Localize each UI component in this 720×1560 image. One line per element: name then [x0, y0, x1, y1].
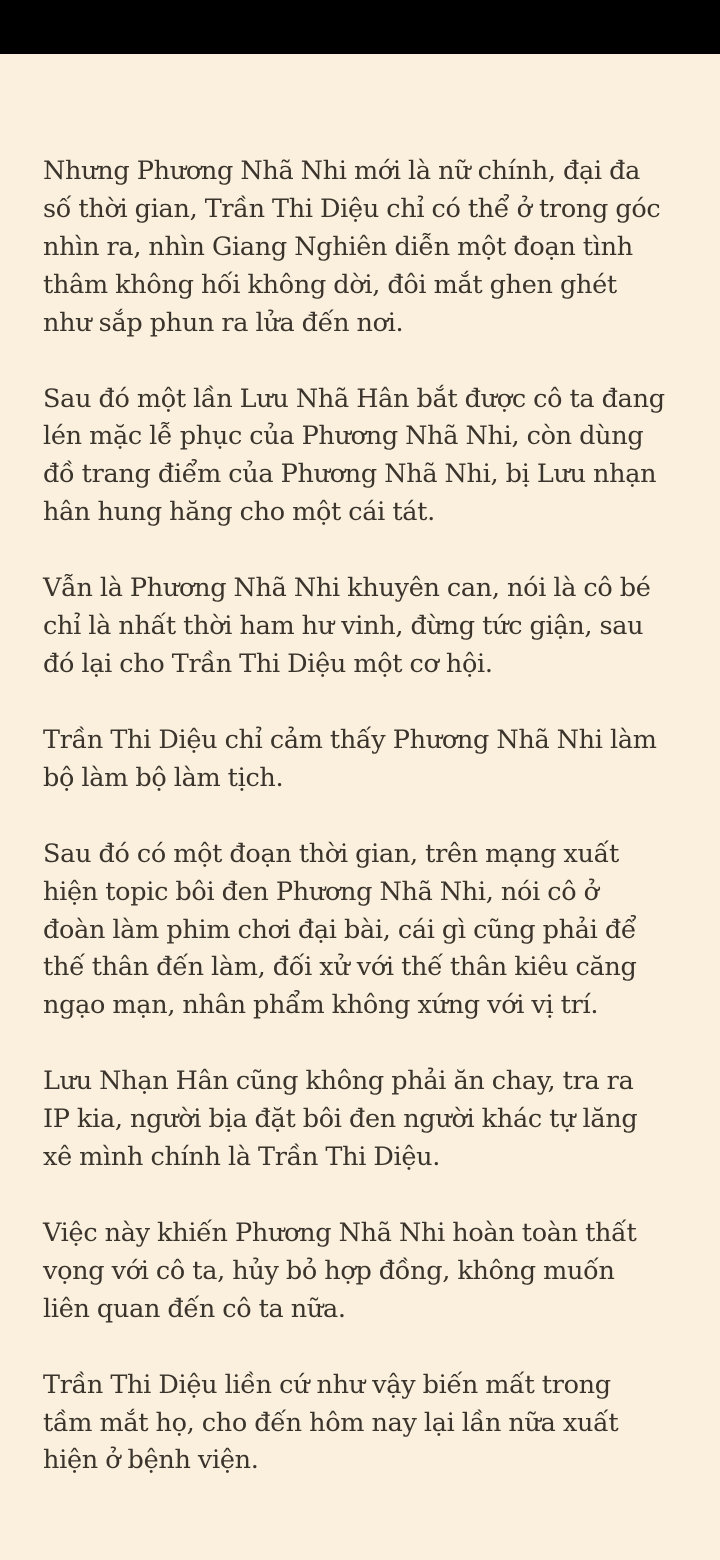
paragraph: [43, 1063, 673, 1177]
text-line: Trần Thi Diệu liền cứ như vậy biến mất trong: [43, 1369, 611, 1400]
text-line: thế thân đến làm, đối xử với thế thân kiêu căng: [43, 952, 637, 983]
text-line: thâm không hối không dời, đôi mắt ghen ghét: [43, 269, 617, 300]
text-line: Lưu Nhạn Hân cũng không phải ăn chay, tra ra: [43, 1066, 634, 1097]
text-line: đó lại cho Trần Thi Diệu một cơ hội.: [43, 648, 493, 679]
paragraph: [43, 836, 673, 1026]
text-line: hân hung hăng cho một cái tát.: [43, 497, 435, 528]
text-line: Việc này khiến Phương Nhã Nhi hoàn toàn thất: [43, 1217, 637, 1248]
paragraph: [43, 153, 673, 343]
text-line: xê mình chính là Trần Thi Diệu.: [43, 1142, 441, 1173]
text-line: đoàn làm phim chơi đại bài, cái gì cũng phải để: [43, 914, 637, 945]
text-line: đồ trang điểm của Phương Nhã Nhi, bị Lưu nhạn: [43, 459, 657, 490]
text-line: hiện topic bôi đen Phương Nhã Nhi, nói cô ở: [43, 876, 599, 907]
reader-content[interactable]: [43, 153, 673, 1518]
status-bar: [0, 0, 720, 54]
text-line: chỉ là nhất thời ham hư vinh, đừng tức giận, sau: [43, 611, 644, 642]
paragraph: [43, 381, 673, 533]
paragraph: [43, 1367, 673, 1481]
text-line: như sắp phun ra lửa đến nơi.: [43, 307, 404, 338]
text-line: Nhưng Phương Nhã Nhi mới là nữ chính, đại đa: [43, 156, 641, 186]
text-line: bộ làm bộ làm tịch.: [43, 762, 284, 793]
text-line: số thời gian, Trần Thi Diệu chỉ có thể ở trong góc: [43, 193, 661, 224]
paragraph: [43, 1215, 673, 1329]
text-line: Trần Thi Diệu chỉ cảm thấy Phương Nhã Nhi làm: [43, 724, 657, 755]
text-line: Sau đó có một đoạn thời gian, trên mạng xuất: [43, 838, 619, 869]
text-line: hiện ở bệnh viện.: [43, 1445, 259, 1476]
text-line: ngạo mạn, nhân phẩm không xứng với vị trí.: [43, 990, 599, 1021]
text-line: vọng với cô ta, hủy bỏ hợp đồng, không muốn: [43, 1255, 615, 1286]
paragraph: [43, 570, 673, 684]
text-line: IP kia, người bịa đặt bôi đen người khác tự lăng: [43, 1104, 638, 1135]
text-line: lén mặc lễ phục của Phương Nhã Nhi, còn dùng: [43, 421, 644, 452]
paragraph: [43, 722, 673, 798]
text-line: nhìn ra, nhìn Giang Nghiên diễn một đoạn tình: [43, 231, 633, 262]
text-line: tầm mắt họ, cho đến hôm nay lại lần nữa xuất: [43, 1407, 619, 1438]
text-line: Sau đó một lần Lưu Nhã Hân bắt được cô ta đang: [43, 383, 665, 414]
text-line: Vẫn là Phương Nhã Nhi khuyên can, nói là cô bé: [43, 573, 651, 604]
text-line: liên quan đến cô ta nữa.: [43, 1293, 346, 1324]
